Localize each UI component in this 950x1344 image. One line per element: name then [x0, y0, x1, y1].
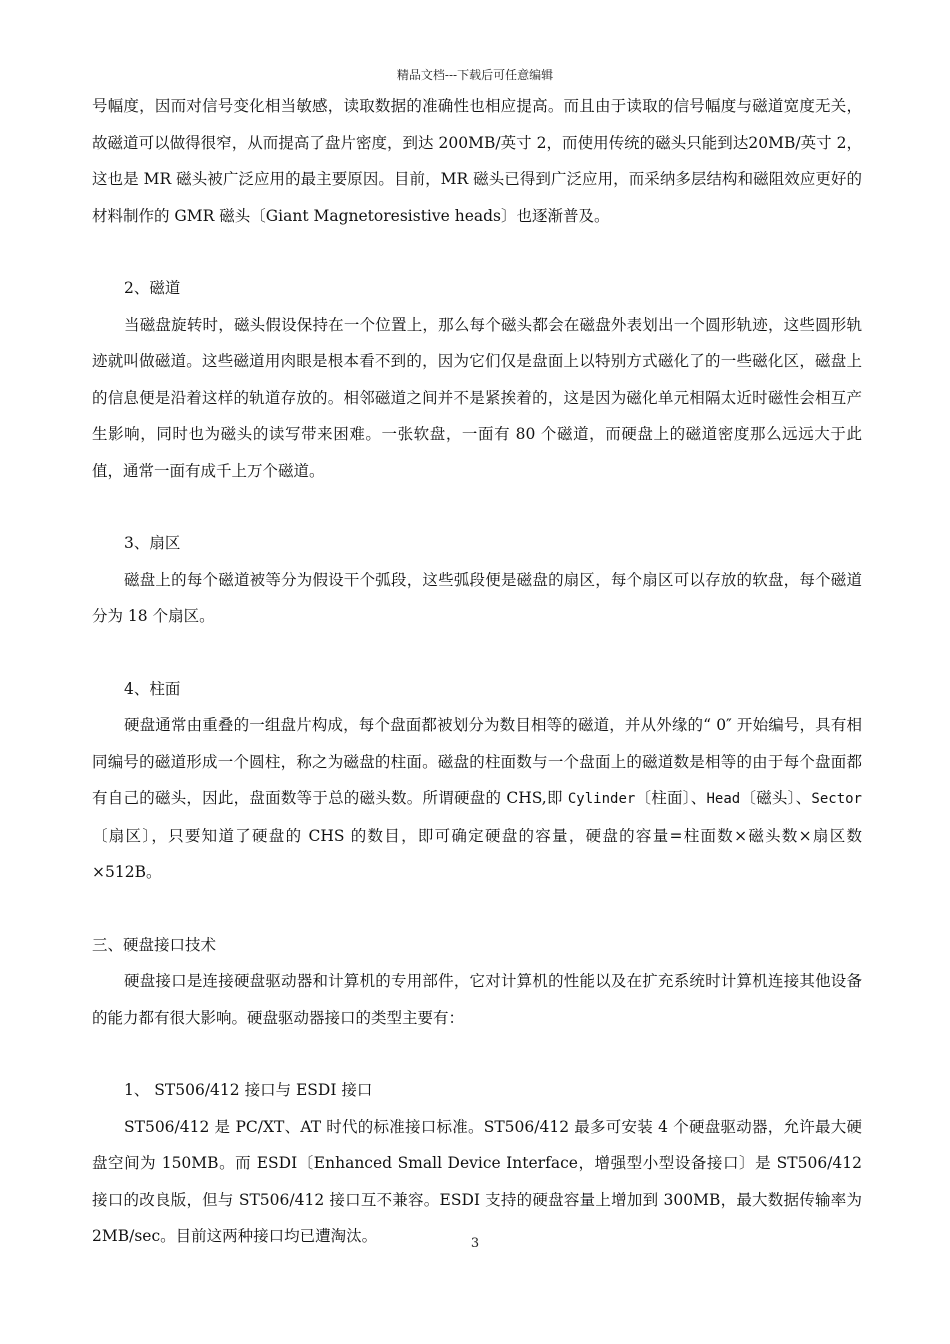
- paragraph-track: 当磁盘旋转时，磁头假设保持在一个位置上，那么每个磁头都会在磁盘外表划出一个圆形轨迹，这些圆形轨迹就叫做磁道。这些磁道用肉眼是根本看不到的，因为它们仅是盘面上以特别方式磁化了的一些磁化区，磁盘上的信息便是沿着这样的轨道存放的。相邻磁道之间并不是紧挨着的，这是因为磁化单元相隔太近时磁性会相互产生影响，同时也为磁头的读写带来困难。一张软盘，一面有 80 个磁道，而硬盘上的磁道密度那么远远大于此值，通常一面有成千上万个磁道。: [92, 315, 862, 480]
- section-title-sector: 3、扇区: [124, 534, 181, 552]
- spacer: [92, 891, 862, 927]
- term-sector: Sector: [811, 791, 862, 807]
- paragraph-st506: ST506/412 是 PC/XT、AT 时代的标准接口标准。ST506/412 最多可安装 4 个硬盘驱动器，允许最大硬盘空间为 150MB。而 ESDI〔Enhanced Small Device Interface，增强型小型设备接口〕是 ST506/412 接口的改良版，但与 ST506/412 接口互不兼容。ESDI 支持的硬盘容量上增加到 300MB，最大数据传输率为2MB/sec。目前这两种接口均已遭淘汰。: [92, 1117, 862, 1245]
- spacer: [92, 1036, 862, 1072]
- section-title-track: 2、磁道: [124, 279, 181, 297]
- paragraph-mr-heads: 号幅度，因而对信号变化相当敏感，读取数据的准确性也相应提高。而且由于读取的信号幅度与磁道宽度无关，故磁道可以做得很窄，从而提高了盘片密度，到达 200MB/英寸 2，而使用传统的磁头只能到达20MB/英寸 2，这也是 MR 磁头被广泛应用的最主要原因。目前，MR 磁头已得到广泛应用，而采纳多层结构和磁阻效应更好的材料制作的 GMR 磁头〔Giant Magnetoresistive heads〕也逐渐普及。: [92, 97, 862, 225]
- text-run: 〔柱面〕、: [635, 789, 707, 807]
- paragraph-interface: 硬盘接口是连接硬盘驱动器和计算机的专用部件，它对计算机的性能以及在扩充系统时计算机连接其他设备的能力都有很大影响。硬盘驱动器接口的类型主要有：: [92, 972, 862, 1027]
- chapter-title-interface: 三、硬盘接口技术: [92, 935, 217, 954]
- text-run: 〔磁头〕、: [740, 789, 812, 807]
- term-head: Head: [706, 791, 741, 807]
- spacer: [92, 234, 862, 270]
- spacer: [92, 489, 862, 525]
- text-run: 硬盘通常由重叠的一组盘片构成，每个盘面都被划分为数目相等的磁道，并从外缘的“ 0″ 开始编号，具有相同编号的磁道形成一个圆柱，称之为磁盘的柱面。磁盘的柱面数与一个盘面上的磁道数是相等的由于每个盘面都有自己的磁头，因此，盘面数等于总的磁头数。所谓硬盘的 CHS,即: [92, 716, 862, 807]
- document-body: [92, 88, 862, 1255]
- page-header: 精品文档---下载后可任意编辑: [396, 68, 554, 82]
- section-title-st506: 1、 ST506/412 接口与 ESDI 接口: [124, 1081, 373, 1099]
- spacer: [92, 635, 862, 671]
- section-title-cylinder: 4、柱面: [124, 679, 181, 698]
- page-number: 3: [470, 1236, 480, 1251]
- text-run: 〔扇区〕，只要知道了硬盘的 CHS 的数目，即可确定硬盘的容量，硬盘的容量=柱面数×磁头数×扇区数×512B。: [92, 826, 862, 881]
- term-cylinder: Cylinder: [567, 791, 636, 807]
- paragraph-cylinder: [92, 707, 862, 891]
- paragraph-sector: 磁盘上的每个磁道被等分为假设干个弧段，这些弧段便是磁盘的扇区，每个扇区可以存放的软盘，每个磁道分为 18 个扇区。: [92, 570, 862, 625]
